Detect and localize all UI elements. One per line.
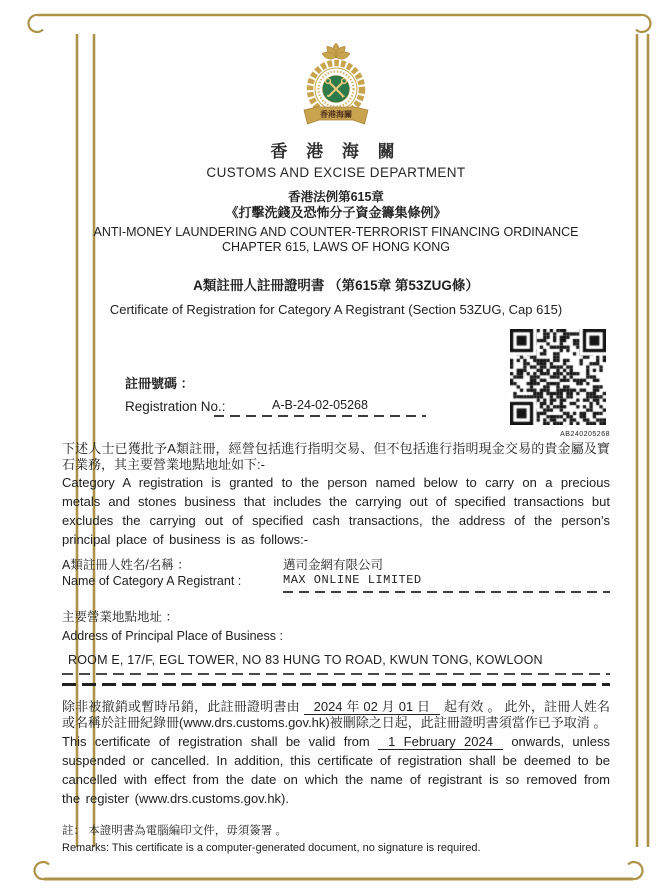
registrant-name-label-zh: A類註冊人姓名/名稱 ： xyxy=(62,558,190,572)
address-block xyxy=(62,609,610,686)
dept-title-en: CUSTOMS AND EXCISE DEPARTMENT xyxy=(206,165,466,180)
certificate-title-zh: A類註冊人註冊證明書 （第615章 第53ZUG條） xyxy=(193,278,479,293)
registration-no-label-zh: 註冊號碼 ： xyxy=(125,376,194,391)
registrant-name-labels xyxy=(62,557,283,593)
qr-code-label: AB240205268 xyxy=(560,431,610,438)
registration-section xyxy=(62,329,610,441)
grant-paragraph-en: Category A registration is granted to the person named below to carry on a precious metals and stones business that includes the carrying out of specified transactions but excludes the carrying out of specified cash transactions, the address of the person's principal place of business is as follows:- xyxy=(62,475,610,547)
address-underline xyxy=(62,673,610,675)
validity-paragraph-zh xyxy=(62,699,610,731)
validity-zh-before: 除非被撤銷或暫時吊銷，此註冊證明書由 xyxy=(62,698,300,714)
bauhinia-flower-icon xyxy=(321,43,351,61)
dept-title-zh: 香 港 海 關 xyxy=(270,142,402,161)
emblem-block xyxy=(62,42,610,133)
ordinance-name-zh: 《打擊洗錢及恐怖分子資金籌集條例》 xyxy=(225,205,447,220)
remarks-zh: 註： 本證明書為電腦編印文件，毋須簽署 。 xyxy=(62,824,287,837)
border-bottom-left-curl xyxy=(35,862,49,879)
registrant-name-label-en: Name of Category A Registrant : xyxy=(62,574,242,588)
address-label-en: Address of Principal Place of Business : xyxy=(62,629,283,643)
remarks-en: Remarks: This certificate is a computer-generated document, no signature is required. xyxy=(62,841,481,854)
registrant-name-zh: 邁司金網有限公司 xyxy=(283,558,384,572)
validity-date-en: 1 February 2024 xyxy=(378,734,503,750)
validity-paragraph-en xyxy=(62,732,610,808)
border-bottom-right-curl xyxy=(628,862,642,879)
validity-date-zh: 2024 年 02 月 01 日 xyxy=(304,699,441,715)
certificate-title-en: Certificate of Registration for Category A Registrant (Section 53ZUG, Cap 615) xyxy=(109,302,563,317)
qr-block xyxy=(510,329,610,438)
address-label-zh: 主要營業地點地址 ： xyxy=(62,610,178,624)
ribbon-banner-text: 香港海關 xyxy=(320,110,352,119)
validity-en-before: This certificate of registration shall be valid from xyxy=(62,733,370,749)
border-top-left-curl xyxy=(29,15,43,32)
qr-code xyxy=(510,329,606,425)
registration-number-value: A-B-24-02-05268 xyxy=(272,398,368,412)
grant-paragraph-zh: 下述人士已獲批予A類註冊，經營包括進行指明交易、但不包括進行指明現金交易的貴金屬及寶石業務，其主要營業地點地址如下:- xyxy=(62,441,610,472)
registrant-name-values xyxy=(283,557,610,593)
chapter-reference-en: CHAPTER 615, LAWS OF HONG KONG xyxy=(221,240,451,254)
section-divider xyxy=(62,683,610,686)
registration-no-label-en: Registration No.: xyxy=(125,399,226,414)
certificate-content xyxy=(62,42,610,856)
border-top-right-curl xyxy=(636,15,650,32)
address-value: ROOM E, 17/F, EGL TOWER, NO 83 HUNG TO ROAD, KWUN TONG, KOWLOON xyxy=(68,653,543,667)
registrant-name-row xyxy=(62,557,610,593)
registrant-name-underline xyxy=(283,591,610,593)
remarks-block xyxy=(62,824,610,856)
law-reference-zh: 香港法例第615章 xyxy=(288,190,384,204)
registration-number-field xyxy=(214,398,426,417)
customs-emblem-icon xyxy=(291,42,381,128)
ordinance-name-en: ANTI-MONEY LAUNDERING AND COUNTER-TERRORIST FINANCING ORDINANCE xyxy=(93,225,579,239)
validity-zh-after: 起有效 。 此外，註冊人姓名或名稱於註冊紀錄冊(www.drs.customs.gov.hk)被刪除之日起，此註冊證明書須當作已予取消 。 xyxy=(62,698,610,730)
registrant-name-en: MAX ONLINE LIMITED xyxy=(283,573,422,587)
registration-labels xyxy=(125,373,226,414)
registration-number-underline xyxy=(214,415,426,417)
validity-en-after: onwards, unless suspended or cancelled. In addition, this certificate of registration shall be deemed to be cancelled with effect from the date on which the name of registrant is so removed from the register (www.drs.customs.gov.hk). xyxy=(62,733,610,806)
